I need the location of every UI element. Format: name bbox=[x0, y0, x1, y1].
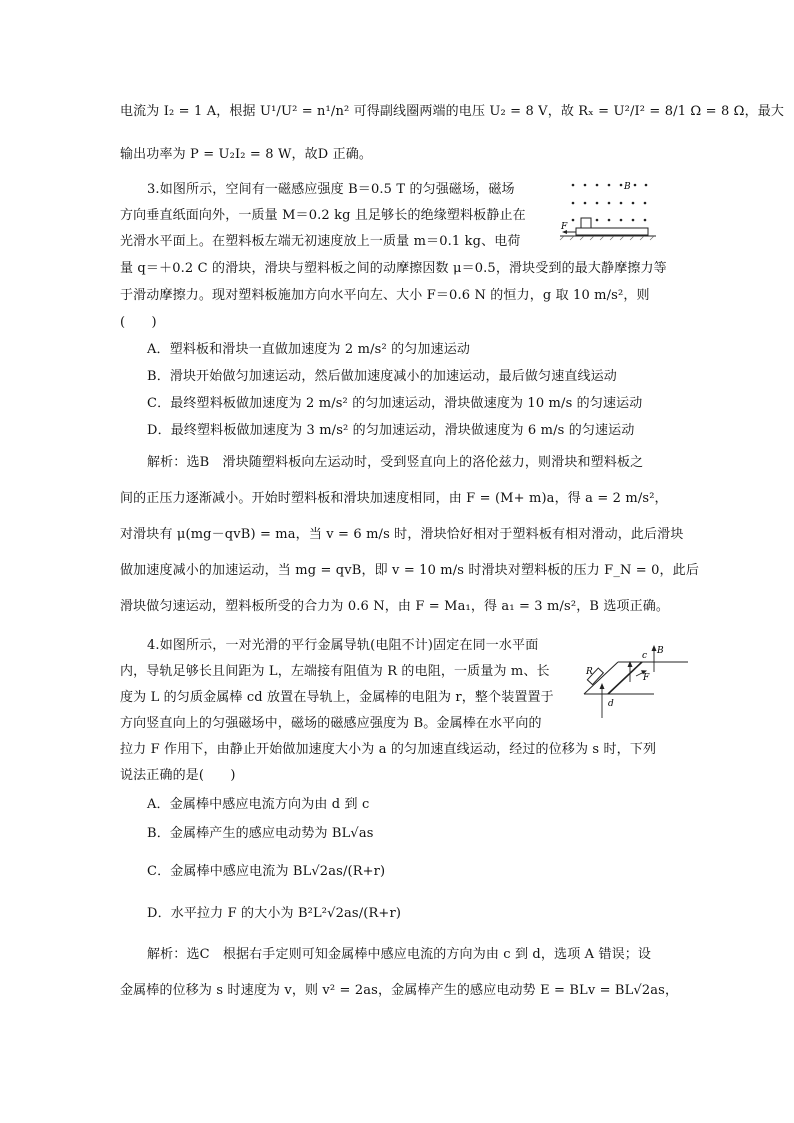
figure2-label-r: R bbox=[586, 667, 593, 677]
text-line-2: 输出功率为 P = U₂I₂ = 8 W，故D 正确。 bbox=[120, 147, 373, 162]
q4-line-3: 度为 L 的匀质金属棒 cd 放置在导轨上，金属棒的电阻为 r，整个装置置于 bbox=[120, 690, 554, 705]
q3-option-c: C．最终塑料板做加速度为 2 m/s² 的匀加速运动，滑块做速度为 10 m/s 的匀速运动 bbox=[147, 396, 643, 411]
q3-solution-1: 解析：选B 滑块随塑料板向左运动时，受到竖直向上的洛伦兹力，则滑块和塑料板之 bbox=[147, 455, 644, 470]
q4-option-c: C．金属棒中感应电流为 BL√2as/(R+r) bbox=[147, 864, 386, 879]
q3-solution-5: 滑块做匀速运动，塑料板所受的合力为 0.6 N，由 F = Ma₁，得 a₁ = 3 m/s²，B 选项正确。 bbox=[120, 599, 670, 614]
q4-line-5: 拉力 F 作用下，由静止开始做加速度大小为 a 的匀加速直线运动，经过的位移为 s 时，下列 bbox=[120, 742, 657, 757]
figure2-label-f: F bbox=[643, 673, 650, 683]
figure-magnetic-field-plate bbox=[558, 176, 658, 246]
q4-line-2: 内，导轨足够长且间距为 L，左端接有阻值为 R 的电阻，一质量为 m、长 bbox=[120, 664, 550, 679]
q3-line-3: 光滑水平面上。在塑料板左端无初速度放上一质量 m＝0.1 kg、电荷 bbox=[120, 234, 521, 249]
q4-solution-2: 金属棒的位移为 s 时速度为 v，则 v² = 2as，金属棒产生的感应电动势 E = BLv = BL√2as， bbox=[120, 983, 679, 998]
figure2-label-c: c bbox=[642, 651, 648, 661]
q3-line-2: 方向垂直纸面向外，一质量 M＝0.2 kg 且足够长的绝缘塑料板静止在 bbox=[120, 208, 526, 223]
q3-solution-4: 做加速度减小的加速运动，当 mg = qvB，即 v = 10 m/s 时滑块对塑料板的压力 F_N = 0，此后 bbox=[120, 563, 699, 578]
figure1-label-f: F bbox=[561, 222, 568, 232]
figure2-label-b: B bbox=[657, 646, 664, 656]
q3-option-a: A．塑料板和滑块一直做加速度为 2 m/s² 的匀加速运动 bbox=[147, 342, 470, 357]
q3-line-1: 3.如图所示，空间有一磁感应强度 B＝0.5 T 的匀强磁场，磁场 bbox=[147, 182, 515, 197]
figure2-label-d: d bbox=[608, 699, 614, 709]
q4-solution-1: 解析：选C 根据右手定则可知金属棒中感应电流的方向为由 c 到 d，选项 A 错误；设 bbox=[147, 947, 652, 962]
q4-line-1: 4.如图所示，一对光滑的平行金属导轨(电阻不计)固定在同一水平面 bbox=[147, 638, 539, 653]
q3-option-d: D．最终塑料板做加速度为 3 m/s² 的匀加速运动，滑块做速度为 6 m/s 的匀速运动 bbox=[147, 423, 635, 438]
figure1-label-b: B bbox=[624, 182, 631, 192]
q3-option-b: B．滑块开始做匀加速运动，然后做加速度减小的加速运动，最后做匀速直线运动 bbox=[147, 369, 617, 384]
figure-rails-rod bbox=[580, 642, 692, 722]
q4-option-b: B．金属棒产生的感应电动势为 BL√as bbox=[147, 826, 374, 841]
q3-line-5: 于滑动摩擦力。现对塑料板施加方向水平向左、大小 F＝0.6 N 的恒力，g 取 10 m/s²，则 bbox=[120, 288, 650, 303]
q4-option-d: D．水平拉力 F 的大小为 B²L²√2as/(R+r) bbox=[147, 906, 402, 921]
q4-line-4: 方向竖直向上的匀强磁场中，磁场的磁感应强度为 B。金属棒在水平向的 bbox=[120, 716, 542, 731]
q3-line-6: ( ) bbox=[120, 315, 157, 330]
text-line-1: 电流为 I₂ = 1 A，根据 U¹/U² = n¹/n² 可得副线圈两端的电压 U₂ = 8 V，故 Rₓ = U²/I² = 8/1 Ω = 8 Ω，最大 bbox=[120, 104, 785, 119]
q3-line-4: 量 q＝＋0.2 C 的滑块，滑块与塑料板之间的动摩擦因数 μ＝0.5，滑块受到的最大静摩擦力等 bbox=[120, 261, 667, 276]
q4-line-6: 说法正确的是( ) bbox=[120, 768, 236, 783]
q4-option-a: A．金属棒中感应电流方向为由 d 到 c bbox=[147, 797, 370, 812]
q3-solution-3: 对滑块有 μ(mg－qvB) = ma，当 v = 6 m/s 时，滑块恰好相对于塑料板有相对滑动，此后滑块 bbox=[120, 527, 684, 542]
q3-solution-2: 间的正压力逐渐减小。开始时塑料板和滑块加速度相同，由 F = (M+ m)a，得 a = 2 m/s²， bbox=[120, 491, 668, 506]
